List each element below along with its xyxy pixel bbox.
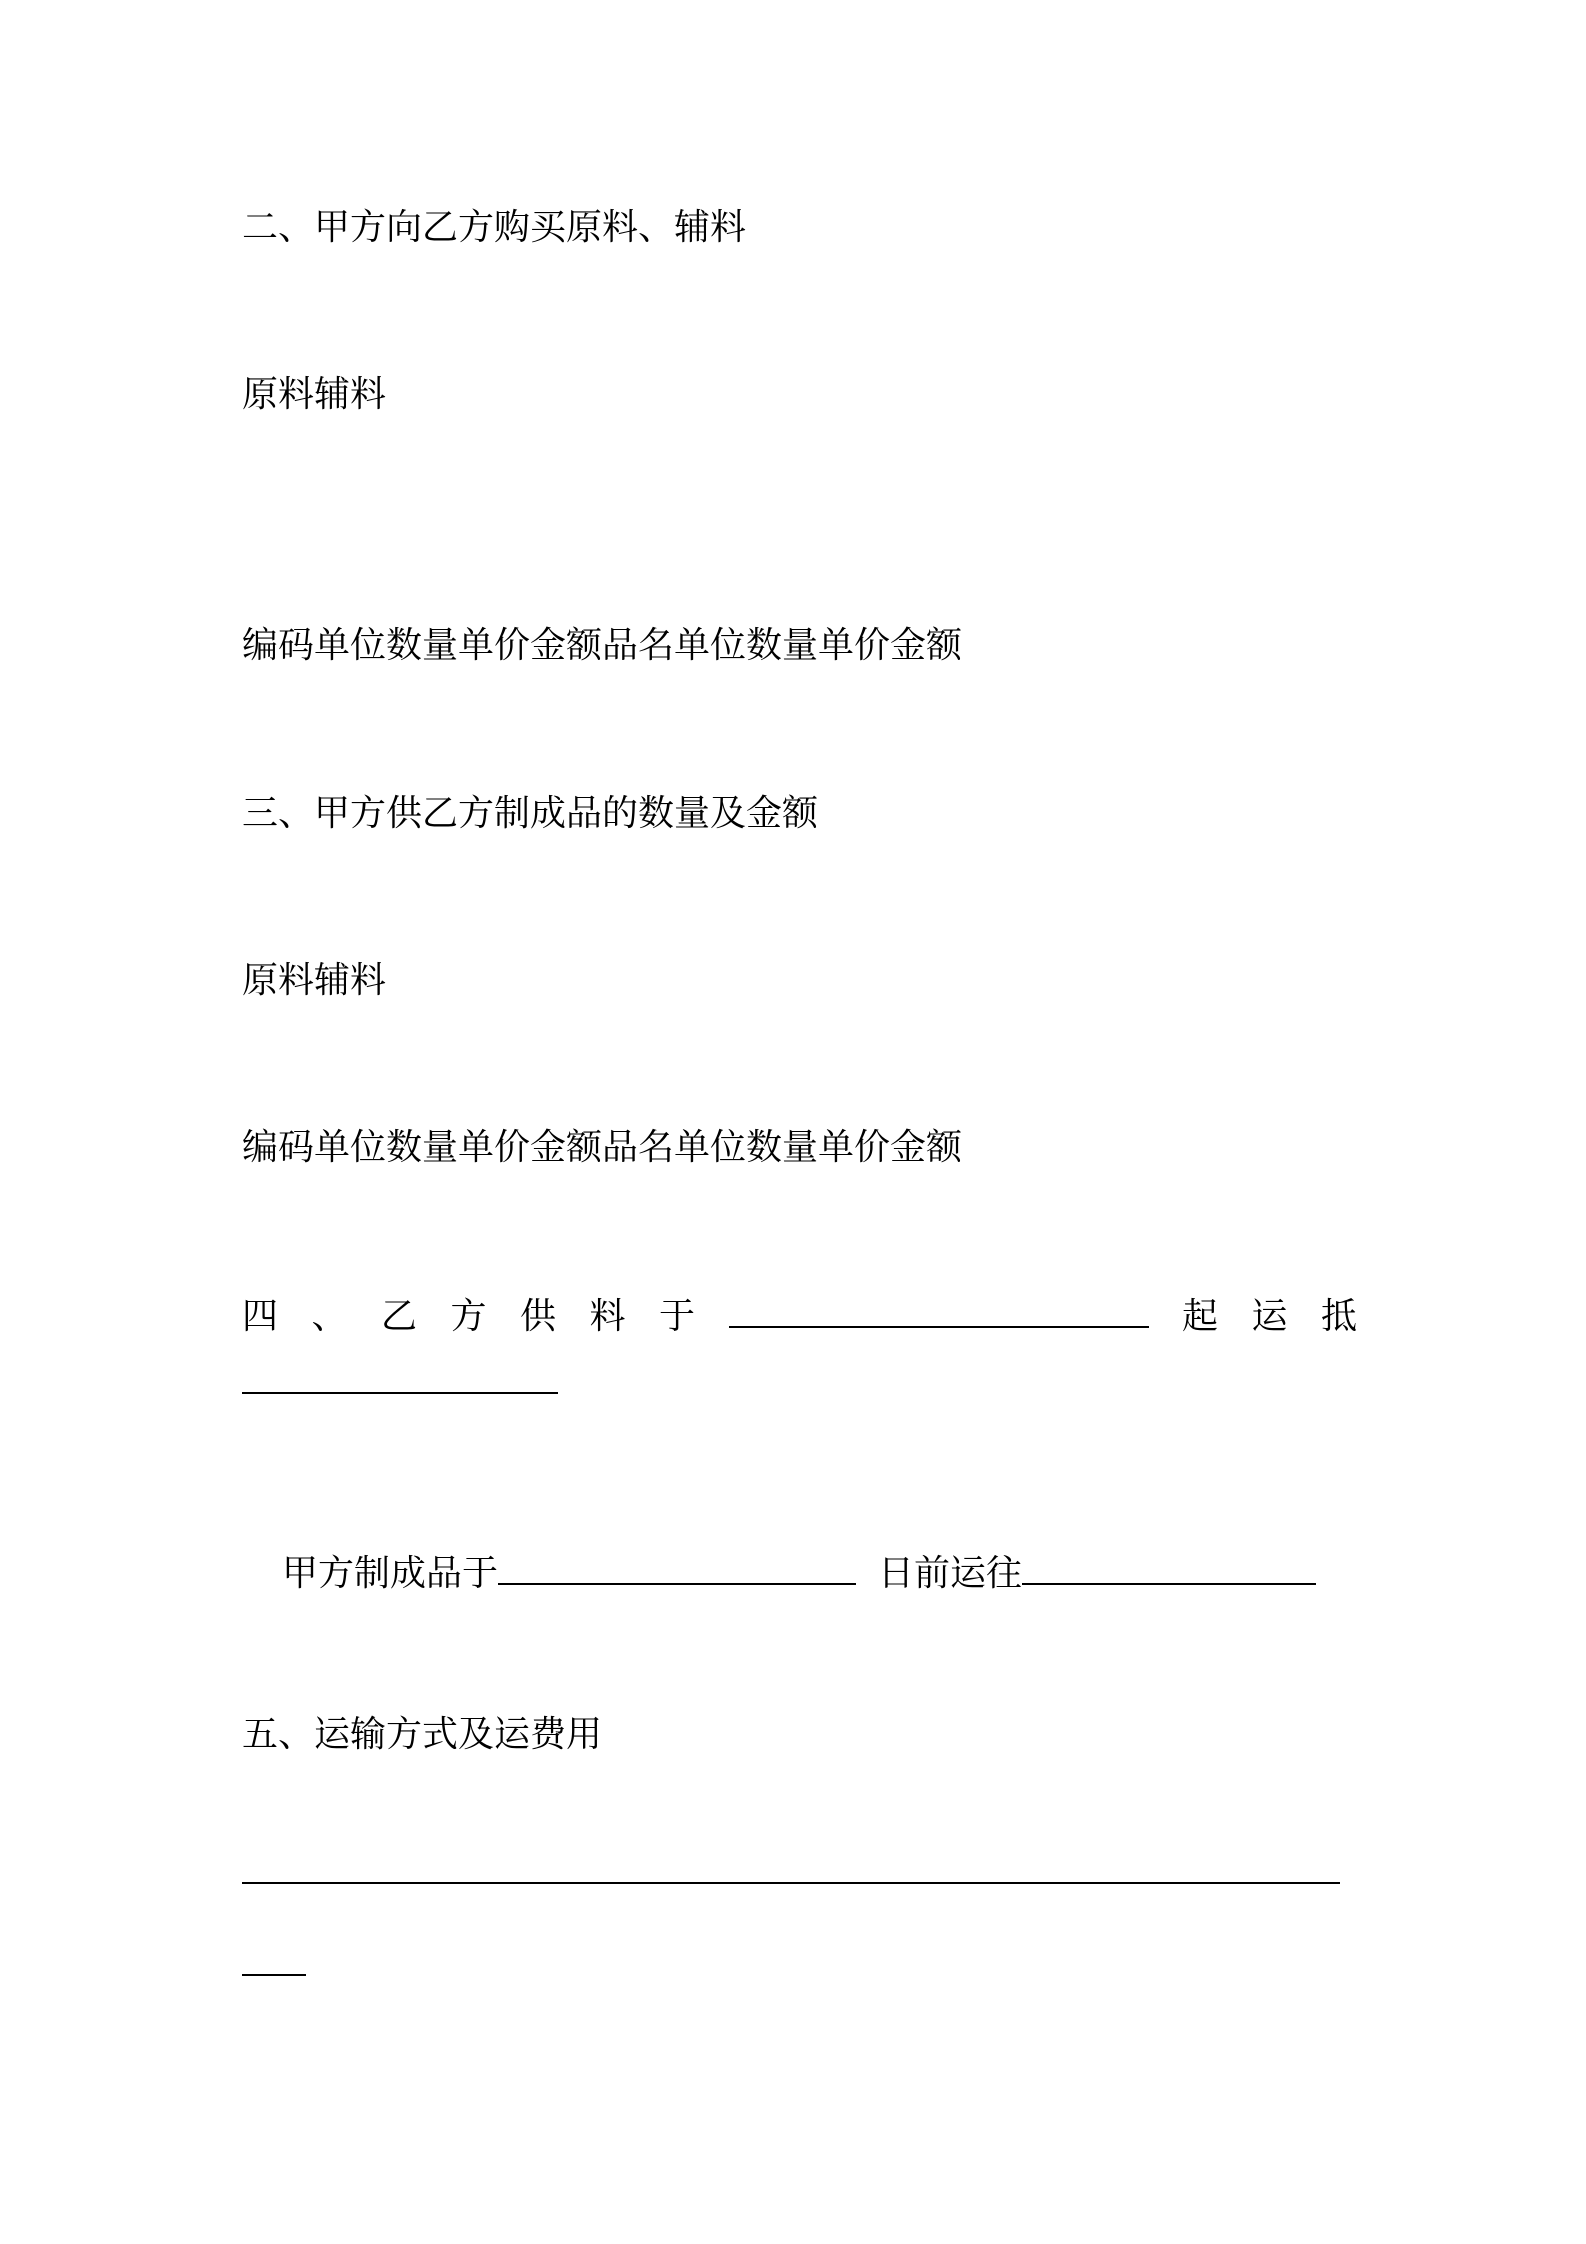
section-2-heading: 二、甲方向乙方购买原料、辅料 bbox=[242, 207, 747, 248]
section-2-subheading: 原料辅料 bbox=[242, 374, 387, 415]
ship-to-blank[interactable] bbox=[1022, 1553, 1316, 1585]
char-yu: 于 bbox=[659, 1296, 696, 1337]
finished-goods-label: 甲方制成品于 bbox=[282, 1553, 499, 1594]
char-si: 四 bbox=[242, 1296, 279, 1337]
char-qi: 起 bbox=[1181, 1296, 1218, 1337]
transport-blank-line-2[interactable] bbox=[242, 1974, 306, 1976]
section-4-line-2 bbox=[282, 1552, 1316, 1596]
transport-blank-line-1[interactable] bbox=[242, 1882, 1340, 1884]
destination-blank[interactable] bbox=[242, 1392, 558, 1394]
char-di: 抵 bbox=[1320, 1296, 1357, 1337]
char-gong: 供 bbox=[520, 1296, 557, 1337]
char-yun: 运 bbox=[1251, 1296, 1288, 1337]
section-4-line-1 bbox=[242, 1295, 1357, 1339]
section-3-heading: 三、甲方供乙方制成品的数量及金额 bbox=[242, 793, 819, 834]
char-yi: 乙 bbox=[381, 1296, 418, 1337]
char-fang: 方 bbox=[450, 1296, 487, 1337]
char-liao: 料 bbox=[589, 1296, 626, 1337]
char-dun: 、 bbox=[311, 1296, 348, 1337]
finished-goods-date-blank[interactable] bbox=[498, 1553, 856, 1585]
section-2-column-headers: 编码单位数量单价金额品名单位数量单价金额 bbox=[242, 625, 963, 666]
supply-date-blank[interactable] bbox=[729, 1296, 1149, 1328]
section-5-heading: 五、运输方式及运费用 bbox=[242, 1714, 603, 1755]
section-3-column-headers: 编码单位数量单价金额品名单位数量单价金额 bbox=[242, 1127, 963, 1168]
section-3-subheading: 原料辅料 bbox=[242, 960, 387, 1001]
ship-before-label: 日前运往 bbox=[878, 1553, 1023, 1594]
